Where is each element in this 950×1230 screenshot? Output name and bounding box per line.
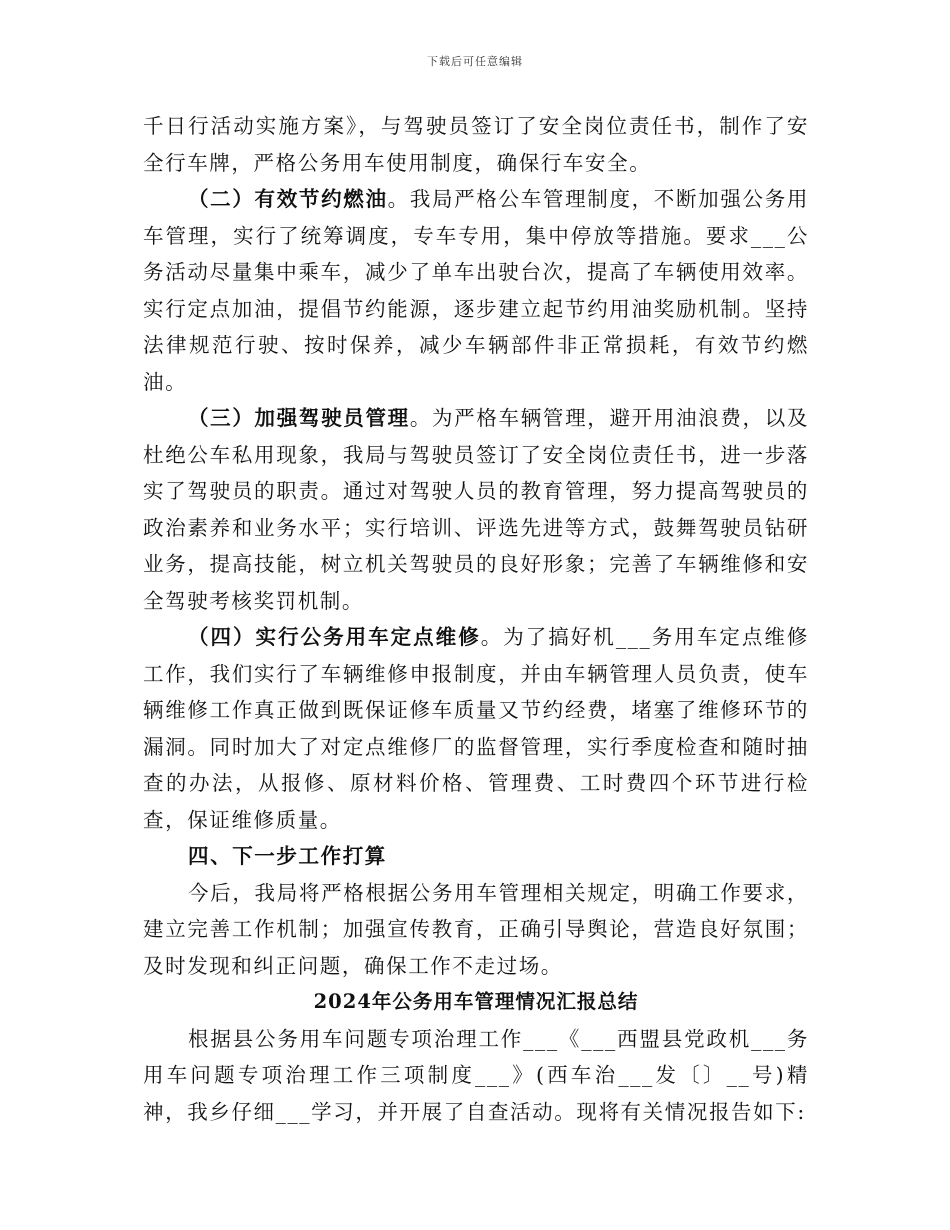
- paragraph-text: 千日行活动实施方案》，与驾驶员签订了安全岗位责任书，制作了安全行车牌，严格公务用车使用制度，确保行车安全。: [143, 114, 809, 175]
- paragraph-fixed-point-repair: [143, 619, 809, 838]
- section-lead: （四）实行公务用车定点维修: [188, 625, 481, 649]
- paragraph-text: 。我局严格公车管理制度，不断加强公务用车管理，实行了统筹调度，专车专用，集中停放等措施。要求___公务活动尽量集中乘车，减少了单车出驶台次，提高了车辆使用效率。实行定点加油，提倡节约能源，逐步建立起节约用油奖励机制。坚持法律规范行驶、按时保养，减少车辆部件非正常损耗，有效节约燃油。: [143, 187, 809, 394]
- paragraph-fuel-saving: [143, 181, 809, 400]
- paragraph-driver-management: [143, 400, 809, 619]
- document-body: [143, 108, 809, 1130]
- page-header: 下载后可任意编辑: [427, 55, 523, 68]
- paragraph-text: 。为了搞好机___务用车定点维修工作，我们实行了车辆维修申报制度，并由车辆管理人员负责，使车辆维修工作真正做到既保证修车质量又节约经费，堵塞了维修环节的漏洞。同时加大了对定点维修厂的监督管理，实行季度检查和随时抽查的办法，从报修、原材料价格、管理费、工时费四个环节进行检查，保证维修质量。: [143, 625, 809, 832]
- paragraph-intro: [143, 1021, 809, 1131]
- paragraph-next-steps: [143, 875, 809, 985]
- paragraph-text: 今后，我局将严格根据公务用车管理相关规定，明确工作要求，建立完善工作机制；加强宣传教育，正确引导舆论，营造良好氛围；及时发现和纠正问题，确保工作不走过场。: [143, 880, 809, 978]
- document-title: 2024年公务用车管理情况汇报总结: [313, 990, 639, 1013]
- section-heading: 四、下一步工作打算: [188, 844, 387, 868]
- paragraph-text: 。为严格车辆管理，避开用油浪费，以及杜绝公车私用现象，我局与驾驶员签订了安全岗位责任书，进一步落实了驾驶员的职责。通过对驾驶人员的教育管理，努力提高驾驶员的政治素养和业务水平；实行培训、评选先进等方式，鼓舞驾驶员钻研业务，提高技能，树立机关驾驶员的良好形象；完善了车辆维修和安全驾驶考核奖罚机制。: [143, 406, 809, 613]
- section-lead: （三）加强驾驶员管理: [188, 406, 410, 430]
- paragraph-text: 根据县公务用车问题专项治理工作___《___西盟县党政机___务用车问题专项治理工作三项制度___》(西车治___发〔〕__号)精神，我乡仔细___学习，并开展了自查活动。现将有关情况报告如下:: [143, 1026, 809, 1124]
- paragraph-continuation: [143, 108, 809, 181]
- section-lead: （二）有效节约燃油: [188, 187, 388, 211]
